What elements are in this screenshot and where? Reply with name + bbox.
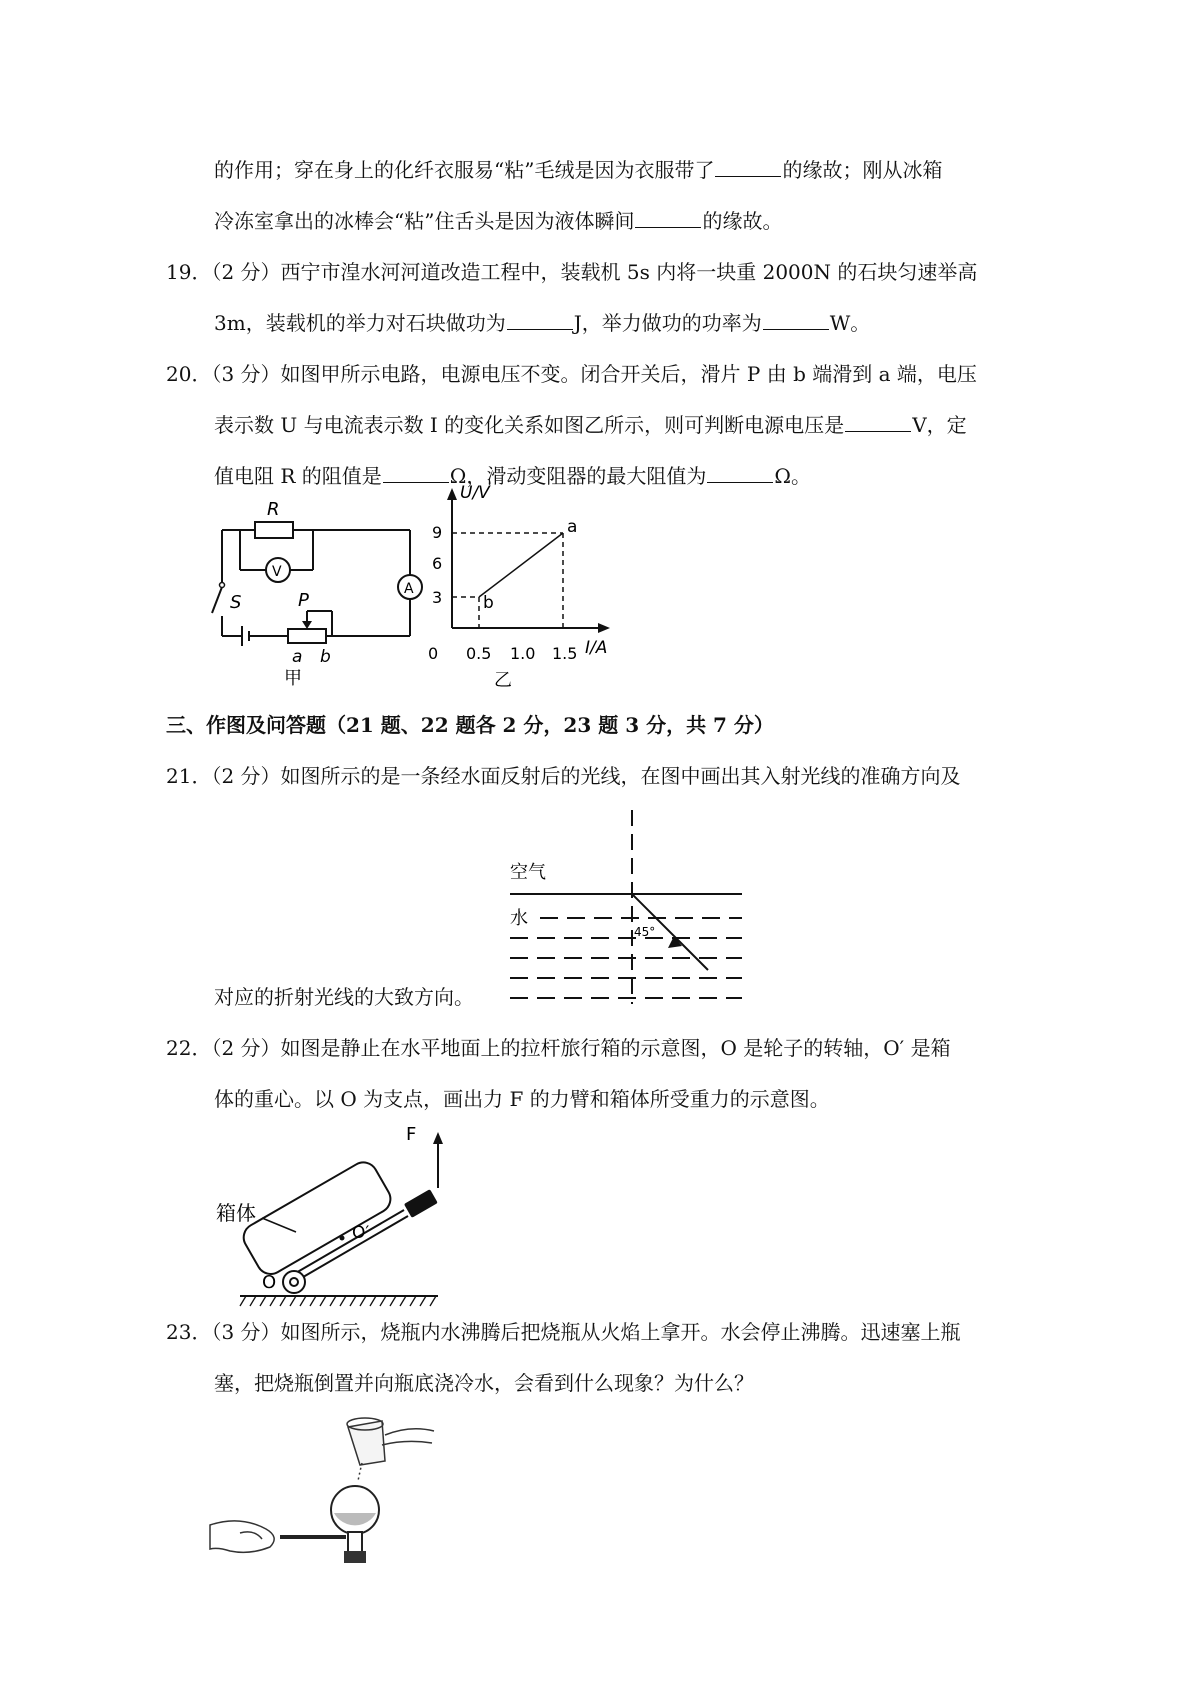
label-water: 水 (510, 908, 528, 929)
q18-line-2: 冷冻室拿出的冰棒会“粘”住舌头是因为液体瞬间 的缘故。 (214, 209, 783, 233)
suitcase-figure (210, 1120, 480, 1310)
refraction-figure (490, 808, 750, 1008)
figure-caption-jia: 甲 (284, 668, 302, 689)
flask-figure (210, 1405, 450, 1565)
label-V: V (272, 564, 282, 580)
stopper (344, 1551, 366, 1563)
q21-line-2: 对应的折射光线的大致方向。 (214, 985, 474, 1009)
question-number: 19． (166, 260, 212, 284)
y-tick: 9 (432, 523, 443, 542)
angle-label: 45° (634, 925, 656, 939)
y-axis-label: U/V (460, 483, 490, 503)
answer-blank[interactable] (763, 309, 829, 330)
answer-blank[interactable] (845, 411, 911, 432)
label-R: R (267, 499, 280, 520)
label-box: 箱体 (216, 1201, 256, 1225)
graph-line (479, 533, 563, 597)
answer-blank[interactable] (507, 309, 573, 330)
label-a: a (292, 647, 303, 667)
q20-line-3: 值电阻 R 的阻值是 Ω，滑动变阻器的最大阻值为 Ω。 (214, 464, 811, 488)
x-tick: 0.5 (466, 644, 492, 663)
label-b: b (320, 647, 331, 667)
question-number: 21． (166, 764, 212, 788)
q22-line-2: 体的重心。以 O 为支点，画出力 F 的力臂和箱体所受重力的示意图。 (214, 1087, 830, 1111)
flask-bulb (331, 1486, 379, 1534)
answer-blank[interactable] (715, 156, 781, 177)
q22-line-1: 22．（2 分）如图是静止在水平地面上的拉杆旅行箱的示意图，O 是轮子的转轴，O′ 是箱 (166, 1036, 951, 1060)
figure-caption-yi: 乙 (494, 670, 512, 691)
label-O-prime: O′ (352, 1223, 370, 1243)
q21-line-1: 21．（2 分）如图所示的是一条经水面反射后的光线，在图中画出其入射光线的准确方向及 (166, 764, 961, 788)
answer-blank[interactable] (635, 207, 701, 228)
question-number: 22． (166, 1036, 212, 1060)
resistor-R (255, 522, 293, 538)
q19-line-1: 19．（2 分）西宁市湟水河河道改造工程中，装载机 5s 内将一块重 2000N 的石块匀速举高 (166, 260, 978, 284)
circuit-diagram (200, 488, 420, 688)
q23-line-1: 23．（3 分）如图所示，烧瓶内水沸腾后把烧瓶从火焰上拿开。水会停止沸腾。迅速塞上瓶 (166, 1320, 961, 1344)
x-tick: 1.0 (510, 644, 536, 663)
question-number: 20． (166, 362, 212, 386)
q18-line-1: 的作用；穿在身上的化纤衣服易“粘”毛绒是因为衣服带了 的缘故；刚从冰箱 (214, 158, 943, 182)
q20-line-2: 表示数 U 与电流表示数 I 的变化关系如图乙所示，则可判断电源电压是 V，定 (214, 413, 967, 437)
label-air: 空气 (510, 862, 546, 883)
rheostat (288, 629, 326, 643)
y-tick: 3 (432, 588, 443, 607)
point-a-label: a (567, 517, 578, 537)
section-heading: 三、作图及问答题（21 题、22 题各 2 分，23 题 3 分，共 7 分） (166, 713, 774, 737)
y-tick: 6 (432, 554, 443, 573)
question-number: 23． (166, 1320, 212, 1344)
origin-label: 0 (428, 644, 439, 663)
point-b-label: b (483, 593, 494, 613)
label-P: P (298, 590, 309, 611)
q19-line-2: 3m，装载机的举力对石块做功为 J，举力做功的功率为 W。 (214, 311, 871, 335)
q20-line-1: 20．（3 分）如图甲所示电路，电源电压不变。闭合开关后，滑片 P 由 b 端滑到 a 端，电压 (166, 362, 977, 386)
answer-blank[interactable] (707, 462, 773, 483)
x-axis-label: I/A (585, 638, 608, 658)
u-i-graph (430, 480, 620, 690)
label-A: A (404, 581, 414, 597)
x-tick: 1.5 (552, 644, 578, 663)
label-S: S (230, 592, 242, 613)
handle-grip (404, 1189, 438, 1218)
label-O: O (262, 1272, 277, 1293)
q23-line-2: 塞，把烧瓶倒置并向瓶底浇冷水，会看到什么现象？为什么？ (214, 1371, 754, 1395)
label-F: F (406, 1124, 417, 1145)
